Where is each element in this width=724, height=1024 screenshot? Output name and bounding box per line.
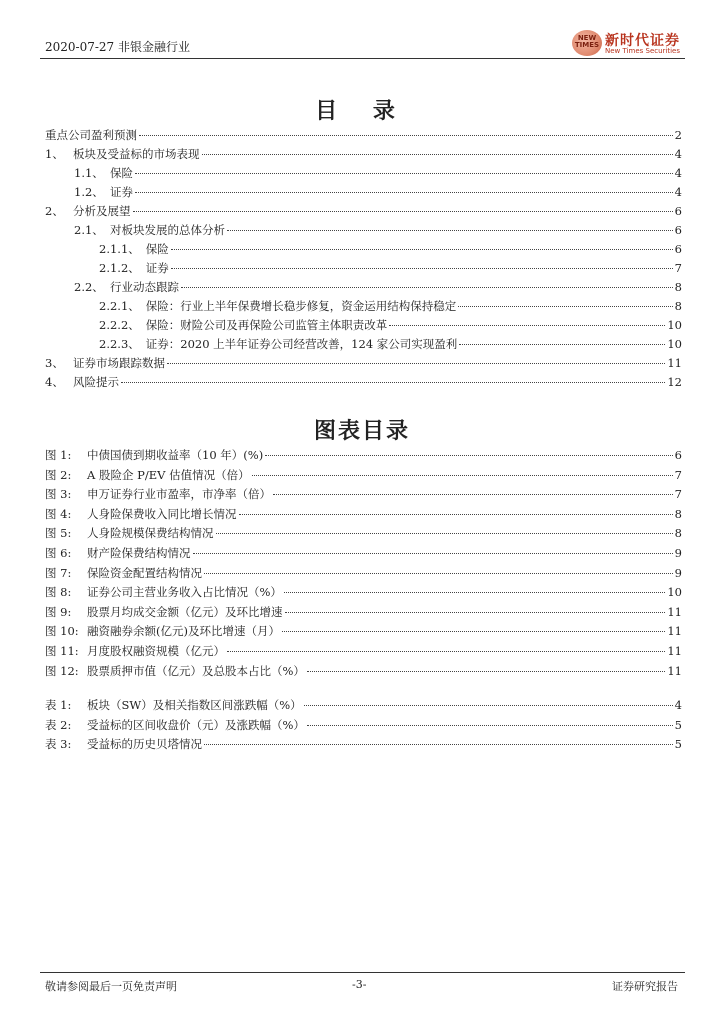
toc-entry-page: 10	[667, 318, 682, 332]
toc-entry[interactable]	[45, 203, 682, 219]
figure-entry[interactable]	[45, 623, 682, 639]
toc-entry-title: 证券：2020 上半年证券公司经营改善，124 家公司实现盈利	[145, 337, 458, 351]
toc-entry-title: 风险提示	[73, 375, 119, 389]
figure-entry-page: 11	[667, 604, 682, 619]
toc-entry-page: 6	[674, 242, 682, 256]
figure-entry[interactable]	[45, 663, 682, 679]
toc-entry-leader	[227, 230, 673, 231]
figure-entry-leader	[216, 533, 673, 534]
figure-entry-title: 股票质押市值（亿元）及总股本占比（%）	[87, 663, 305, 678]
toc-entry-title: 对板块发展的总体分析	[110, 223, 225, 237]
table-entry-leader	[304, 705, 673, 706]
figure-entry-page: 6	[674, 448, 682, 462]
toc-entry-number: 1、	[45, 147, 64, 161]
toc-entry-leader	[171, 268, 673, 269]
logo-company-cn: 新时代证券	[605, 33, 680, 49]
toc-entry-number: 1.1、	[74, 166, 104, 180]
toc-entry-number: 4、	[45, 375, 64, 389]
toc-entry[interactable]	[74, 222, 682, 238]
figure-entry-leader	[227, 651, 665, 652]
toc-entry[interactable]	[74, 184, 682, 200]
toc-entry-page: 4	[674, 147, 682, 161]
table-entry[interactable]	[45, 697, 682, 713]
figure-entry-number: 图 11:	[45, 644, 79, 658]
table-entry-number: 表 3:	[45, 737, 72, 751]
figure-entry-title: 人身险保费收入同比增长情况	[87, 506, 237, 521]
toc-entry-number: 2.2、	[74, 280, 104, 294]
table-entry-page: 5	[674, 737, 682, 751]
toc-entry[interactable]	[45, 127, 682, 143]
figure-entry-title: 月度股权融资规模（亿元）	[87, 644, 225, 658]
toc-entry[interactable]	[99, 241, 682, 257]
figure-entry-title: A 股险企 P/EV 估值情况（倍）	[87, 467, 250, 482]
figure-entry-number: 图 12:	[45, 663, 79, 678]
toc-entry-page: 7	[674, 261, 682, 275]
table-entry[interactable]	[45, 717, 682, 733]
toc-entry-number: 3、	[45, 356, 64, 370]
toc-entry-number: 1.2、	[74, 185, 104, 199]
toc-entry-page: 2	[674, 128, 682, 142]
figure-entry[interactable]	[45, 584, 682, 600]
figure-entry-title: 人身险规模保费结构情况	[87, 526, 214, 541]
figure-entry-leader	[307, 671, 665, 672]
toc-entry[interactable]	[99, 317, 682, 333]
table-entry-title: 受益标的历史贝塔情况	[87, 737, 202, 751]
footer-disclaimer: 敬请参阅最后一页免责声明	[45, 980, 177, 993]
toc-entry-leader	[389, 325, 665, 326]
toc-entry-title: 保险：行业上半年保费增长稳步修复，资金运用结构保持稳定	[145, 299, 457, 313]
toc-entry-number: 2.1.1、	[99, 242, 140, 256]
toc-entry-leader	[135, 192, 673, 193]
toc-entry-title: 证券市场跟踪数据	[73, 356, 165, 370]
figure-entry[interactable]	[45, 565, 682, 581]
figure-entry-leader	[265, 455, 672, 456]
toc-entry[interactable]	[45, 355, 682, 371]
figure-entry[interactable]	[45, 604, 682, 620]
toc-entry[interactable]	[99, 298, 682, 314]
toc-entry[interactable]	[74, 279, 682, 295]
toc-entry-leader	[202, 154, 673, 155]
toc-entry-page: 8	[674, 280, 682, 294]
footer-doc-type: 证券研究报告	[612, 980, 678, 993]
toc-entry-title: 分析及展望	[73, 204, 131, 218]
toc-entry[interactable]	[45, 146, 682, 162]
figure-entry-leader	[204, 573, 673, 574]
table-entry-leader	[307, 725, 673, 726]
toc-entry-number: 2.2.1、	[99, 299, 140, 313]
figure-entry[interactable]	[45, 447, 682, 463]
toc-entry[interactable]	[99, 336, 682, 352]
figure-entry-number: 图 1:	[45, 448, 72, 462]
toc-entry-leader	[167, 363, 665, 364]
toc-entry-page: 10	[667, 337, 682, 351]
figure-entry-title: 保险资金配置结构情况	[87, 565, 202, 580]
company-logo	[572, 28, 687, 58]
figure-entry-number: 图 7:	[45, 565, 72, 580]
toc-entry-leader	[139, 135, 673, 136]
figure-entry-page: 11	[667, 624, 682, 639]
toc-entry-leader	[171, 249, 673, 250]
toc-entry-number: 2.1、	[74, 223, 104, 237]
header-divider	[40, 58, 685, 59]
figure-entry-number: 图 6:	[45, 546, 72, 560]
footer-divider	[40, 972, 685, 973]
toc-entry-leader	[458, 306, 672, 307]
figure-entry-number: 图 8:	[45, 585, 72, 600]
toc-entry-number: 2.1.2、	[99, 261, 140, 275]
table-entry-leader	[204, 744, 673, 745]
figure-entry-leader	[284, 592, 665, 593]
toc-entry-page: 8	[674, 299, 682, 313]
table-entry-title: 板块（SW）及相关指数区间涨跌幅（%）	[87, 698, 302, 712]
header-date-section: 2020-07-27 非银金融行业	[45, 40, 191, 54]
table-entry-number: 表 1:	[45, 698, 72, 712]
figure-entry-title: 融资融券余额(亿元)及环比增速（月）	[87, 624, 280, 639]
figure-entry-number: 图 3:	[45, 487, 72, 502]
figure-entry[interactable]	[45, 467, 682, 483]
figure-entry[interactable]	[45, 525, 682, 541]
toc-entry-leader	[133, 211, 673, 212]
table-entry-number: 表 2:	[45, 717, 72, 732]
figure-entry[interactable]	[45, 486, 682, 502]
figure-entry-leader	[252, 475, 673, 476]
figure-entry-page: 8	[674, 526, 682, 541]
toc-entry-title: 证券	[145, 261, 169, 275]
toc-entry[interactable]	[99, 260, 682, 276]
toc-title: 目 录	[315, 99, 409, 124]
toc-entry[interactable]	[74, 165, 682, 181]
figure-entry-page: 10	[667, 585, 682, 600]
logo-badge-icon: NEW TIMES	[572, 30, 602, 56]
figure-entry-number: 图 2:	[45, 467, 72, 482]
figure-entry[interactable]	[45, 506, 682, 522]
figure-entry-number: 图 9:	[45, 604, 72, 619]
toc-entry-title: 重点公司盈利预测	[45, 128, 137, 142]
figure-entry-title: 股票月均成交金额（亿元）及环比增速	[87, 604, 283, 619]
figure-entry[interactable]	[45, 643, 682, 659]
figure-entry[interactable]	[45, 545, 682, 561]
table-entry[interactable]	[45, 736, 682, 752]
figure-entry-number: 图 5:	[45, 526, 72, 541]
figure-entry-leader	[285, 612, 666, 613]
toc-entry-leader	[181, 287, 673, 288]
figures-title: 图表目录	[313, 419, 410, 444]
toc-entry-leader	[459, 344, 665, 345]
footer-page-number: -3-	[352, 978, 367, 991]
figure-entry-page: 11	[667, 644, 682, 658]
table-entry-title: 受益标的区间收盘价（元）及涨跌幅（%）	[87, 717, 305, 732]
toc-entry-leader	[135, 173, 673, 174]
figure-entry-page: 8	[674, 506, 682, 521]
figure-entry-page: 9	[674, 546, 682, 560]
figure-entry-page: 7	[674, 487, 682, 502]
toc-entry-title: 保险	[145, 242, 169, 256]
figure-entry-title: 中债国债到期收益率（10 年）(%)	[87, 448, 264, 462]
toc-entry-page: 6	[674, 204, 682, 218]
toc-entry-leader	[121, 382, 665, 383]
figure-entry-leader	[282, 631, 665, 632]
toc-entry-title: 行业动态跟踪	[110, 280, 179, 294]
toc-entry-title: 证券	[110, 185, 133, 199]
figure-entry-title: 申万证券行业市盈率，市净率（倍）	[87, 487, 271, 502]
toc-entry-title: 保险	[110, 166, 133, 180]
figure-entry-leader	[273, 494, 673, 495]
figure-entry-number: 图 4:	[45, 506, 72, 521]
figure-entry-leader	[193, 553, 673, 554]
toc-entry-title: 保险：财险公司及再保险公司监管主体职责改革	[145, 318, 388, 332]
toc-entry-page: 4	[674, 166, 682, 180]
toc-entry-number: 2、	[45, 204, 64, 218]
figure-entry-page: 7	[674, 467, 682, 482]
logo-company-en: New Times Securities	[605, 47, 680, 55]
table-entry-page: 4	[674, 698, 682, 712]
toc-entry-number: 2.2.2、	[99, 318, 140, 332]
toc-entry-page: 11	[667, 356, 682, 370]
toc-entry-number: 2.2.3、	[99, 337, 140, 351]
toc-entry-page: 12	[667, 375, 682, 389]
figure-entry-page: 9	[674, 565, 682, 580]
toc-entry-page: 6	[674, 223, 682, 237]
toc-entry-page: 4	[674, 185, 682, 199]
figure-entry-title: 财产险保费结构情况	[87, 546, 191, 560]
table-entry-page: 5	[674, 717, 682, 732]
figure-entry-page: 11	[667, 663, 682, 678]
figure-entry-leader	[239, 514, 673, 515]
toc-entry-title: 板块及受益标的市场表现	[73, 147, 200, 161]
figure-entry-title: 证券公司主营业务收入占比情况（%）	[87, 585, 282, 600]
figure-entry-number: 图 10:	[45, 624, 79, 639]
toc-entry[interactable]	[45, 374, 682, 390]
